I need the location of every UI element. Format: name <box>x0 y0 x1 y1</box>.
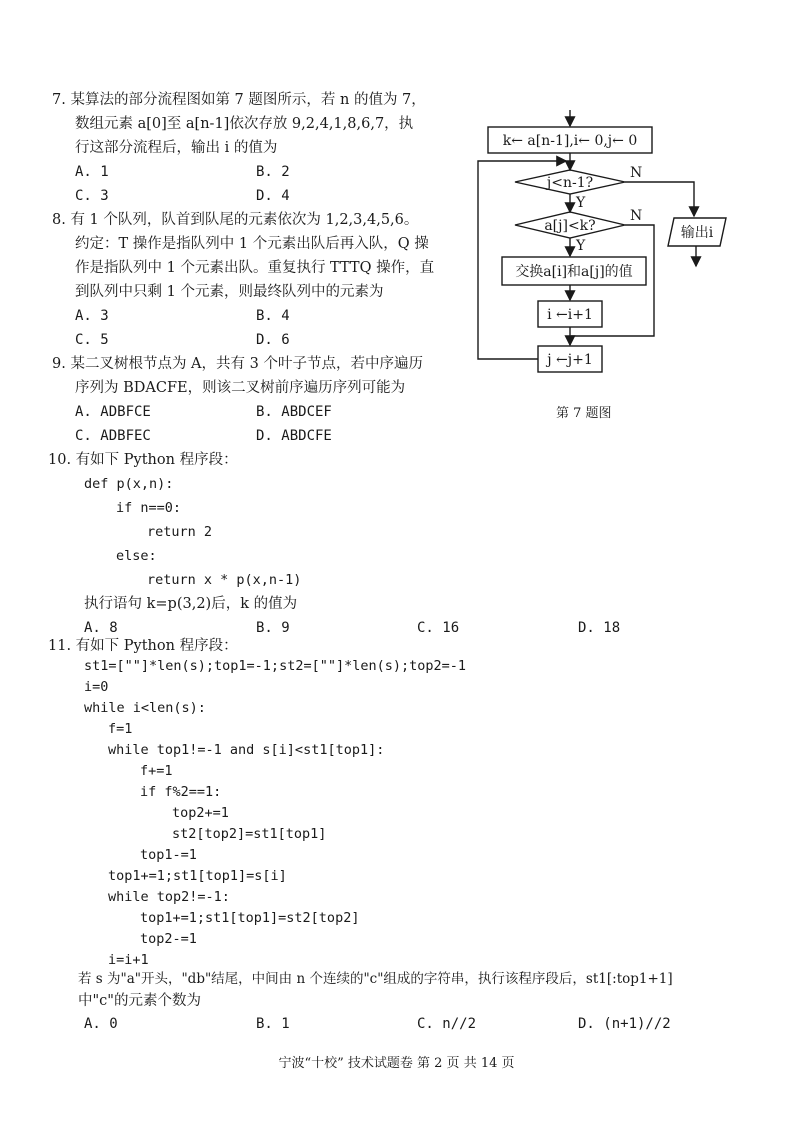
q11-code-line: top2+=1 <box>172 805 229 821</box>
q9-option-b: B. ABDCEF <box>256 404 332 420</box>
q9-line-2: 序列为 BDACFE，则该二叉树前序遍历序列可能为 <box>75 380 406 396</box>
q9-option-c: C. ADBFEC <box>75 428 151 444</box>
q11-line-2: 若 s 为"a"开头，"db"结尾，中间由 n 个连续的"c"组成的字符串，执行该程序段后，st1[:top1+1] <box>78 971 673 987</box>
q7-line-2: 数组元素 a[0]至 a[n-1]依次存放 9,2,4,1,8,6,7，执 <box>75 116 414 132</box>
q8-option-a: A. 3 <box>75 308 109 324</box>
q9-option-a: A. ADBFCE <box>75 404 151 420</box>
q11-code-line: top1-=1 <box>140 847 197 863</box>
q11-line-3: 中"c"的元素个数为 <box>78 993 201 1009</box>
no-label: N <box>630 208 643 224</box>
increment-j-label: j ←j+1 <box>547 352 593 368</box>
no-label: N <box>630 165 643 181</box>
q8-option-d: D. 6 <box>256 332 290 348</box>
q11-code-line: i=0 <box>84 679 109 695</box>
swap-label: 交换a[i]和a[j]的值 <box>515 264 633 280</box>
yes-label: Y <box>576 195 586 211</box>
q11-code-line: f=1 <box>108 721 133 737</box>
q10-option-b: B. 9 <box>256 620 290 636</box>
q11-code-line: while top1!=-1 and s[i]<st1[top1]: <box>108 742 385 758</box>
q10-code-line: return 2 <box>147 524 213 540</box>
q10-option-a: A. 8 <box>84 620 118 636</box>
q11-code-line: top1+=1;st1[top1]=st2[top2] <box>140 910 360 926</box>
q10-option-c: C. 16 <box>417 620 460 636</box>
q9-option-d: D. ABDCFE <box>256 428 332 444</box>
q11-code-line: if f%2==1: <box>140 784 222 800</box>
init-label: k← a[n-1],i← 0,j← 0 <box>502 133 638 149</box>
q10-option-d: D. 18 <box>578 620 621 636</box>
loop-condition-label: j<n-1? <box>546 175 594 191</box>
q11-option-c: C. n//2 <box>417 1016 477 1032</box>
q11-code-line: f+=1 <box>140 763 173 779</box>
q8-option-c: C. 5 <box>75 332 109 348</box>
q11-code-line: top1+=1;st1[top1]=s[i] <box>108 868 287 884</box>
q7-option-c: C. 3 <box>75 188 109 204</box>
q11-code-line: st2[top2]=st1[top1] <box>172 826 327 842</box>
q11-code-line: while top2!=-1: <box>108 889 230 905</box>
q8-option-b: B. 4 <box>256 308 290 324</box>
q10-code-line: if n==0: <box>116 500 182 516</box>
q8-line-3: 作是指队列中 1 个元素出队。重复执行 TTTQ 操作，直 <box>75 260 435 276</box>
q7-line-3: 行这部分流程后，输出 i 的值为 <box>75 140 278 156</box>
q11-code-line: while i<len(s): <box>84 700 206 716</box>
q10-code-line: else: <box>116 548 157 564</box>
q11-code-line: i=i+1 <box>108 952 149 968</box>
q8-line-4: 到队列中只剩 1 个元素，则最终队列中的元素为 <box>75 284 384 300</box>
increment-i-label: i ←i+1 <box>547 307 593 323</box>
q7-flowchart <box>470 100 770 400</box>
q10-code-line: return x * p(x,n-1) <box>147 572 302 588</box>
q7-option-d: D. 4 <box>256 188 290 204</box>
q11-option-b: B. 1 <box>256 1016 290 1032</box>
output-label: 输出i <box>680 225 714 241</box>
q10-line-2: 执行语句 k=p(3,2)后，k 的值为 <box>84 596 298 612</box>
yes-label: Y <box>576 238 586 254</box>
q8-line-1: 8. 有 1 个队列，队首到队尾的元素依次为 1,2,3,4,5,6。 <box>52 212 419 228</box>
q7-line-1: 7. 某算法的部分流程图如第 7 题图所示，若 n 的值为 7， <box>52 92 426 108</box>
q11-option-d: D. (n+1)//2 <box>578 1016 671 1032</box>
q11-code-line: top2-=1 <box>140 931 197 947</box>
compare-condition-label: a[j]<k? <box>544 218 596 234</box>
q7-option-a: A. 1 <box>75 164 109 180</box>
q8-line-2: 约定：T 操作是指队列中 1 个元素出队后再入队，Q 操 <box>75 236 429 252</box>
q11-code-line: st1=[""]*len(s);top1=-1;st2=[""]*len(s);top2=-1 <box>84 658 467 674</box>
q10-line-1: 10. 有如下 Python 程序段： <box>48 452 238 468</box>
q11-option-a: A. 0 <box>84 1016 118 1032</box>
q10-code-line: def p(x,n): <box>84 476 174 492</box>
q9-line-1: 9. 某二叉树根节点为 A，共有 3 个叶子节点，若中序遍历 <box>52 356 423 372</box>
q11-line-1: 11. 有如下 Python 程序段： <box>48 638 238 654</box>
figure-caption: 第 7 题图 <box>556 406 612 421</box>
page-footer: 宁波“十校” 技术试题卷 第 2 页 共 14 页 <box>278 1056 515 1071</box>
q7-option-b: B. 2 <box>256 164 290 180</box>
